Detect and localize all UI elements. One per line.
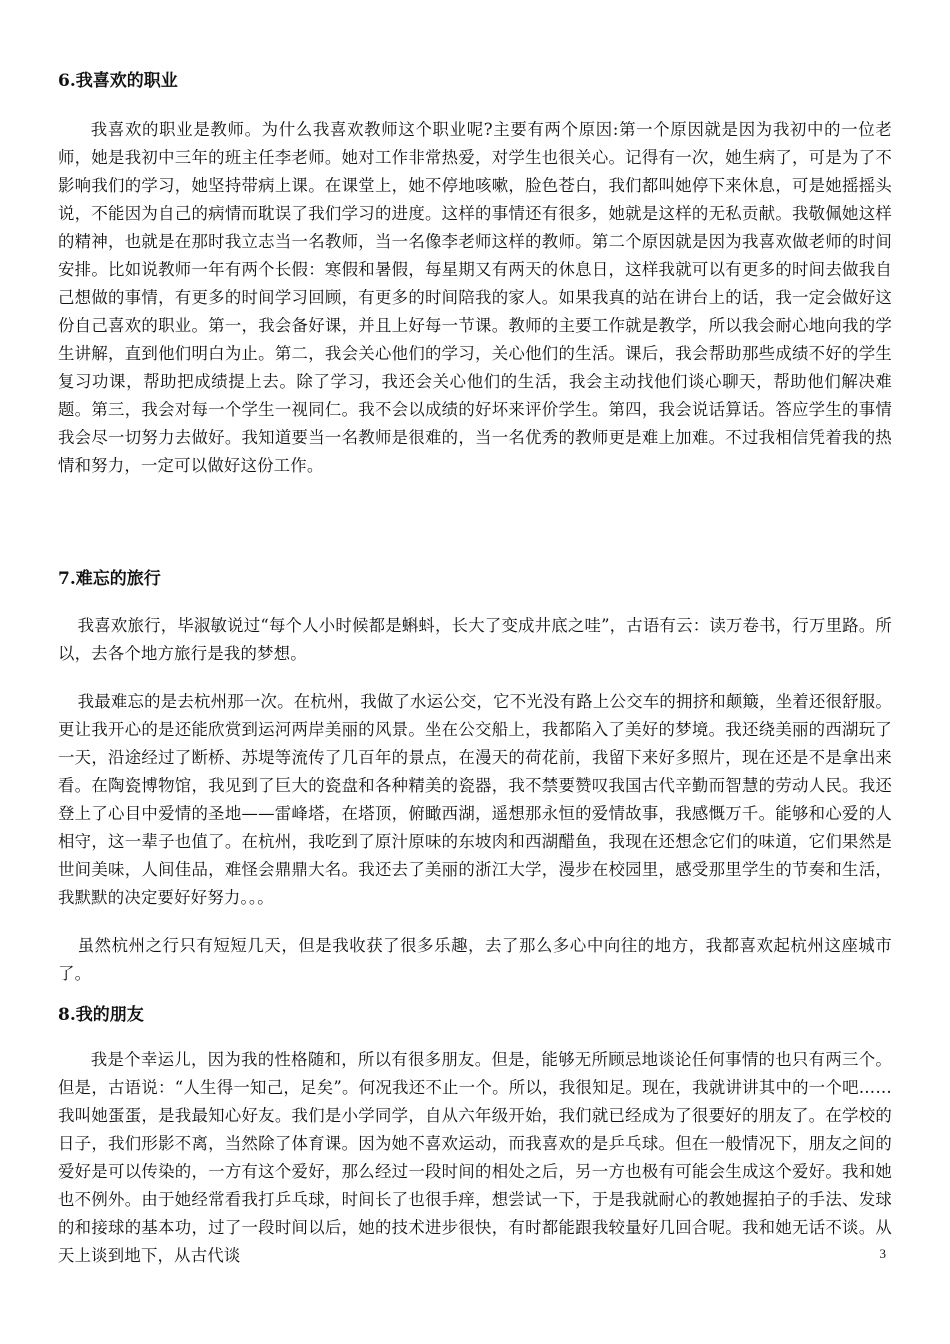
paragraph-travel-hangzhou: 我最难忘的是去杭州那一次。在杭州，我做了水运公交，它不光没有路上公交车的拥挤和颠簸，坐着还很舒服。更让我开心的是还能欣赏到运河两岸美丽的风景。坐在公交船上，我都陷入了美好的梦境。我还绕美丽的西湖玩了一天，沿途经过了断桥、苏堤等流传了几百年的景点，在漫天的荷花前，我留下来好多照片，现在还是不是拿出来看。在陶瓷博物馆，我见到了巨大的瓷盘和各种精美的瓷器，我不禁要赞叹我国古代辛勤而智慧的劳动人民。我还登上了心目中爱情的圣地——雷峰塔，在塔顶，俯瞰西湖，遥想那永恒的爱情故事，我感慨万千。能够和心爱的人相守，这一辈子也值了。在杭州，我吃到了原汁原味的东坡肉和西湖醋鱼，我现在还想念它们的味道，它们果然是世间美味，人间佳品，难怪会鼎鼎大名。我还去了美丽的浙江大学，漫步在校园里，感受那里学生的节奏和生活，我默默的决定要好好努力。。。: [58, 692, 892, 907]
document-page: [58, 68, 892, 1270]
page-number: 3: [879, 1246, 886, 1261]
paragraph-travel-intro: 我喜欢旅行，毕淑敏说过“每个人小时候都是蝌蚪，长大了变成井底之哇”，古语有云：读万卷书，行万里路。所以，去各个地方旅行是我的梦想。: [58, 616, 892, 663]
paragraph-career: 我喜欢的职业是教师。为什么我喜欢教师这个职业呢?主要有两个原因:第一个原因就是因为我初中的一位老师，她是我初中三年的班主任李老师。她对工作非常热爱，对学生也很关心。记得有一次，她生病了，可是为了不影响我们的学习，她坚持带病上课。在课堂上，她不停地咳嗽，脸色苍白，我们都叫她停下来休息，可是她摇摇头说，不能因为自己的病情而耽误了我们学习的进度。这样的事情还有很多，她就是这样的无私贡献。我敬佩她这样的精神，也就是在那时我立志当一名教师，当一名像李老师这样的教师。第二个原因就是因为我喜欢做老师的时间安排。比如说教师一年有两个长假：寒假和暑假，每星期又有两天的休息日，这样我就可以有更多的时间去做我自己想做的事情，有更多的时间学习回顾，有更多的时间陪我的家人。如果我真的站在讲台上的话，我一定会做好这份自己喜欢的职业。第一，我会备好课，并且上好每一节课。教师的主要工作就是教学，所以我会耐心地向我的学生讲解，直到他们明白为止。第二，我会关心他们的学习，关心他们的生活。课后，我会帮助那些成绩不好的学生复习功课，帮助把成绩提上去。除了学习，我还会关心他们的生活，我会主动找他们谈心聊天，帮助他们解决难题。第三，我会对每一个学生一视同仁。我不会以成绩的好坏来评价学生。第四，我会说话算话。答应学生的事情我会尽一切努力去做好。我知道要当一名教师是很难的，当一名优秀的教师更是难上加难。不过我相信凭着我的热情和努力，一定可以做好这份工作。: [58, 120, 892, 475]
paragraph-friend: 我是个幸运儿，因为我的性格随和，所以有很多朋友。但是，能够无所顾忌地谈论任何事情的也只有两三个。但是，古语说：“人生得一知己，足矣”。何况我还不止一个。所以，我很知足。现在，我就讲讲其中的一个吧……我叫她蛋蛋，是我最知心好友。我们是小学同学，自从六年级开始，我们就已经成为了很要好的朋友了。在学校的日子，我们形影不离，当然除了体育课。因为她不喜欢运动，而我喜欢的是乒乓球。但在一般情况下，朋友之间的爱好是可以传染的，一方有这个爱好，那么经过一段时间的相处之后，另一方也极有可能会生成这个爱好。我和她也不例外。由于她经常看我打乒乓球，时间长了也很手痒，想尝试一下，于是我就耐心的教她握拍子的手法、发球的和接球的基本功，过了一段时间以后，她的技术进步很快，有时都能跟我较量好几回合呢。我和她无话不谈。从天上谈到地下，从古代谈: [58, 1050, 892, 1265]
paragraph-travel-conclusion: 虽然杭州之行只有短短几天，但是我收获了很多乐趣，去了那么多心中向往的地方，我都喜欢起杭州这座城市了。: [58, 936, 892, 983]
section-heading-career: 6.我喜欢的职业: [58, 71, 178, 91]
section-heading-friend: 8.我的朋友: [58, 1005, 144, 1025]
section-heading-travel: 7.难忘的旅行: [58, 569, 161, 589]
